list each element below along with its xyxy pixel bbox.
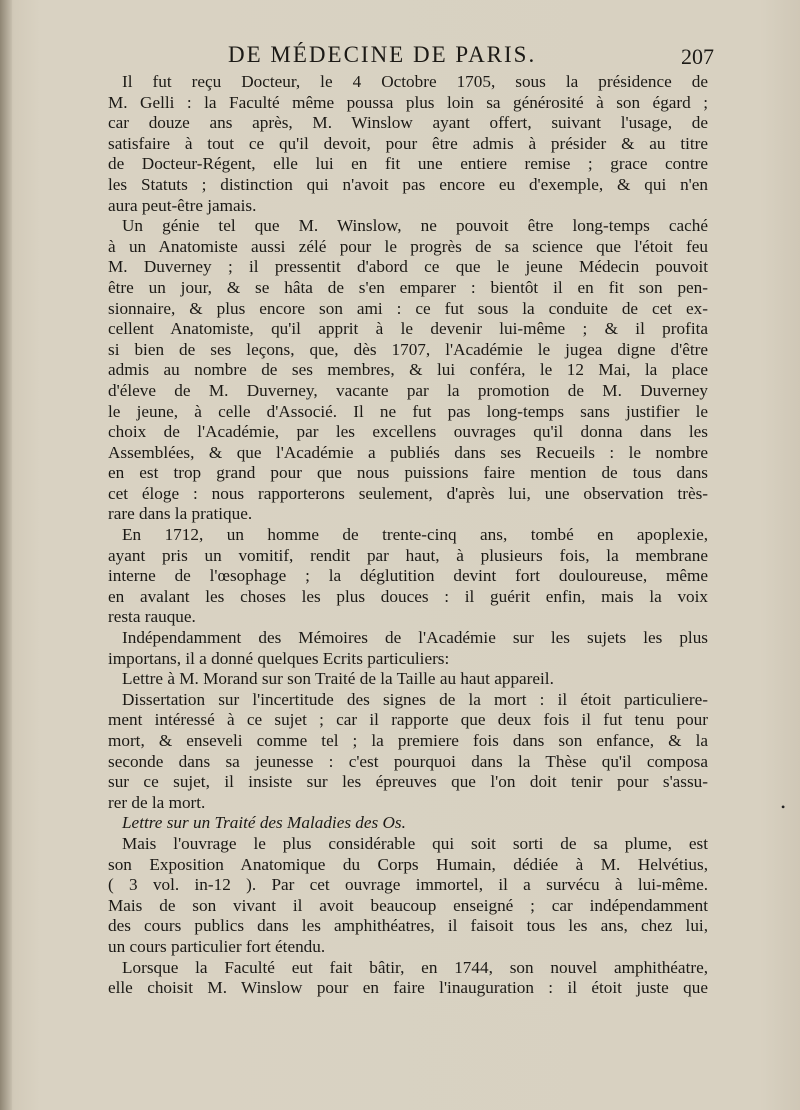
text-line: à un Anatomiste aussi zélé pour le progrès de sa science que l'étoit feu	[108, 236, 708, 256]
text-line: être un jour, & se hâta de s'en emparer : bientôt il en fit son pen-	[108, 277, 708, 297]
text-line: des cours publics dans les amphithéatres, il faisoit tous les ans, chez lui,	[108, 916, 708, 936]
text-line: elle choisit M. Winslow pour en faire l'inauguration : il étoit juste que	[108, 978, 708, 998]
running-title: DE MÉDECINE DE PARIS.	[228, 42, 537, 67]
text-line: un cours particulier fort étendu.	[108, 936, 326, 956]
text-line: Lettre à M. Morand sur son Traité de la Taille au haut appareil.	[122, 669, 554, 689]
text-line: admis au nombre de ses membres, & lui conféra, le 12 Mai, la place	[108, 360, 708, 380]
text-line: En 1712, un homme de trente-cinq ans, tombé en apoplexie,	[122, 525, 708, 545]
margin-mark: •	[781, 800, 786, 814]
text-line: rer de la mort.	[108, 792, 206, 812]
text-line: cet éloge : nous rapporterons seulement, d'après lui, une observation très-	[108, 483, 708, 503]
text-line: en avalant les choses les plus douces : il guérit enfin, mais la voix	[108, 586, 708, 606]
text-line: Il fut reçu Docteur, le 4 Octobre 1705, sous la présidence de	[122, 72, 708, 91]
text-line: le jeune, à celle d'Associé. Il ne fut pas long-temps sans justifier le	[108, 401, 708, 421]
text-line: Un génie tel que M. Winslow, ne pouvoit être long-temps caché	[122, 216, 708, 236]
text-line: sionnaire, & plus encore son ami : ce fut sous la conduite de cet ex-	[108, 298, 708, 318]
text-line: Indépendamment des Mémoires de l'Académie sur les sujets les plus	[122, 628, 708, 648]
text-line: Assemblées, & que l'Académie a publiés dans ses Recueils : le nombre	[108, 442, 708, 462]
text-line: Mais l'ouvrage le plus considérable qui soit sorti de sa plume, est	[122, 833, 708, 853]
text-line: son Exposition Anatomique du Corps Humain, dédiée à M. Helvétius,	[108, 854, 708, 874]
text-line: ayant pris un vomitif, rendit par haut, à plusieurs fois, la membrane	[108, 545, 708, 565]
text-line: importans, il a donné quelques Ecrits particuliers:	[108, 648, 450, 668]
text-line: les Statuts ; distinction qui n'avoit pas encore eu d'exemple, & qui n'en	[108, 174, 708, 194]
text-line: ( 3 vol. in-12 ). Par cet ouvrage immortel, il a survécu à lui-même.	[108, 875, 708, 895]
text-line: de Docteur-Régent, elle lui en fit une entiere remise ; grace contre	[108, 154, 708, 174]
text-line: Lettre sur un Traité des Maladies des Os.	[122, 813, 406, 833]
text-line: cellent Anatomiste, qu'il apprit à le devenir lui-même ; & il profita	[108, 319, 708, 339]
text-line: resta rauque.	[108, 607, 196, 627]
text-line: Dissertation sur l'incertitude des signes de la mort : il étoit particuliere-	[122, 689, 708, 709]
text-line: rare dans la pratique.	[108, 504, 253, 524]
page-number: 207	[681, 44, 714, 69]
text-line: ment intéressé à ce sujet ; car il rapporte que deux fois il fut tenu pour	[108, 710, 708, 730]
text-line: d'éleve de M. Duverney, vacante par la promotion de M. Duverney	[108, 380, 708, 400]
text-line: en est trop grand pour que nous puissions faire mention de tous dans	[108, 463, 708, 483]
text-line: satisfaire à tout ce qu'il devoit, pour être admis à présider & au titre	[108, 133, 708, 153]
running-header	[228, 42, 714, 72]
text-line: seconde dans sa jeunesse : c'est pourquoi dans la Thèse qu'il composa	[108, 751, 708, 771]
text-line: si bien de ses leçons, que, dès 1707, l'Académie le jugea digne d'être	[108, 339, 708, 359]
text-line: aura peut-être jamais.	[108, 195, 257, 215]
text-line: car douze ans après, M. Winslow ayant offert, suivant l'usage, de	[108, 113, 708, 133]
book-gutter	[0, 0, 12, 1110]
text-line: sur ce sujet, il insiste sur les épreuves que l'on doit tenir pour s'assu-	[108, 772, 708, 792]
text-line: M. Gelli : la Faculté même poussa plus loin sa générosité à son égard ;	[108, 92, 708, 112]
text-line: interne de l'œsophage ; la déglutition devint fort douloureuse, même	[108, 566, 708, 586]
text-line: Mais de son vivant il avoit beaucoup enseigné ; car indépendamment	[108, 895, 708, 915]
text-line: M. Duverney ; il pressentit d'abord ce que le jeune Médecin pouvoit	[108, 257, 708, 277]
body-text	[108, 72, 708, 999]
text-line: mort, & enseveli comme tel ; la premiere fois dans son enfance, & la	[108, 731, 708, 750]
text-line: choix de l'Académie, par les excellens ouvrages qu'il donna dans les	[108, 422, 708, 442]
text-line: Lorsque la Faculté eut fait bâtir, en 1744, son nouvel amphithéatre,	[122, 957, 708, 977]
